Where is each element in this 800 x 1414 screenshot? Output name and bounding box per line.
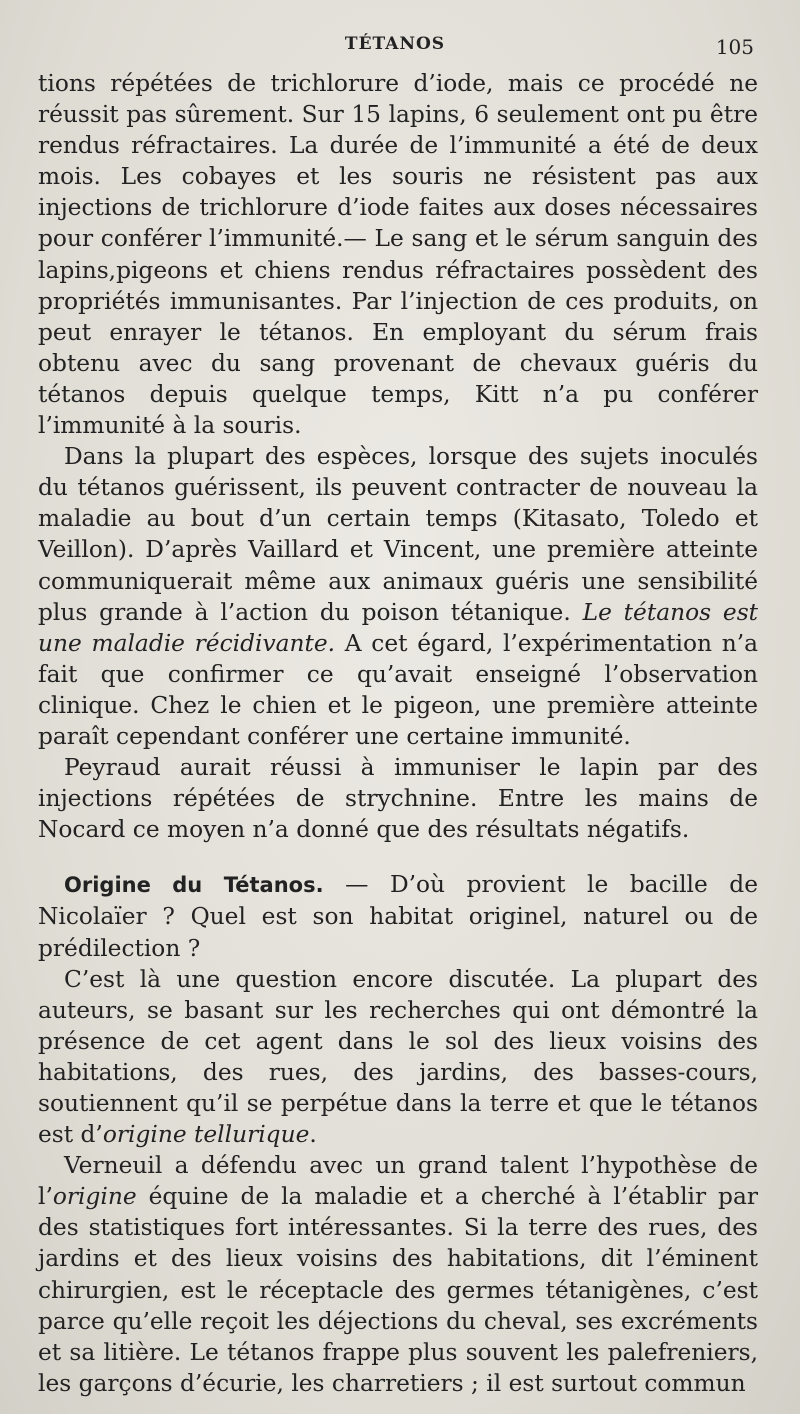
section-heading: Origine du Tétanos. [64,873,324,898]
paragraph-text: C’est là une question encore discutée. La plupart des auteurs, se basant sur les recherches qui ont démontré la présence de cet agent dans le sol des lieux voisins des habitations, des rues, des jardins, des basses-cours, soutiennent qu’il se perpétue dans la terre et que le tétanos est d’ [38,965,758,1149]
page-header [36,34,754,60]
emphasis-text: origine tellurique [102,1121,310,1149]
emphasis-text: origine [52,1183,137,1211]
paragraph-tellurique [38,964,758,1151]
paragraph-recidive [38,441,758,752]
paragraph-continuation [38,68,758,441]
running-title: TÉTANOS [344,34,446,54]
paragraph-text: Verneuil a défendu avec un grand talent l’hypothèse de l’ [38,1152,758,1211]
paragraph-text: . [309,1121,317,1149]
paragraph-text: tions répétées de trichlorure d’iode, mais ce procédé ne réussit pas sûrement. Sur 15 lapins, 6 seulement ont pu être rendus réfractaires. La durée de l’immunité a été de deux mois. Les cobayes et les souris ne résistent pas aux injections de trichlorure d’iode faites aux doses nécessaires pour conférer l’immunité.— Le sang et le sérum sanguin des lapins,pigeons et chiens rendus réfractaires possèdent des propriétés immunisantes. Par l’injection de ces produits, on peut enrayer le tétanos. En employant du sérum frais obtenu avec du sang provenant de chevaux guéris du tétanos depuis quelque temps, Kitt n’a pu conférer l’immunité à la souris. [38,70,758,440]
paragraph-text: équine de la maladie et a cherché à l’établir par des statistiques fort intéressantes. Si la terre des rues, des jardins et des lieux voisins des habitations, dit l’éminent chirurgien, est le réceptacle des germes tétanigènes, c’est parce qu’elle reçoit les déjections du cheval, ses excréments et sa litière. Le tétanos frappe plus souvent les palefreniers, les garçons d’écurie, les charretiers ; il est surtout commun [38,1183,758,1397]
emphasis-text: Le tétanos est une maladie récidivante. [38,598,759,657]
paragraph-origine [38,869,758,963]
paragraph-text: — D’où provient le bacille de Nicolaïer ? Quel est son habitat originel, naturel ou de prédilection ? [38,871,759,962]
section-gap [38,845,758,869]
paragraph-peyraud [38,752,758,845]
page-number: 105 [715,35,754,59]
paragraph-text: A cet égard, l’expérimentation n’a fait que confirmer ce qu’avait enseigné l’observation clinique. Chez le chien et le pigeon, une première atteinte paraît cependant conférer une certaine immunité. [38,629,758,750]
paragraph-text: Peyraud aurait réussi à immuniser le lapin par des injections répétées de strychnine. Entre les mains de Nocard ce moyen n’a donné que des résultats négatifs. [38,754,758,844]
paragraph-verneuil [38,1150,758,1399]
body-text [38,68,758,1399]
paragraph-text: Dans la plupart des espèces, lorsque des sujets inoculés du tétanos guérissent, ils peuvent contracter de nouveau la maladie au bout d’un certain temps (Kitasato, Toledo et Veillon). D’après Vaillard et Vincent, une première atteinte communiquerait même aux animaux guéris une sensibilité plus grande à l’action du poison tétanique. [38,443,758,626]
